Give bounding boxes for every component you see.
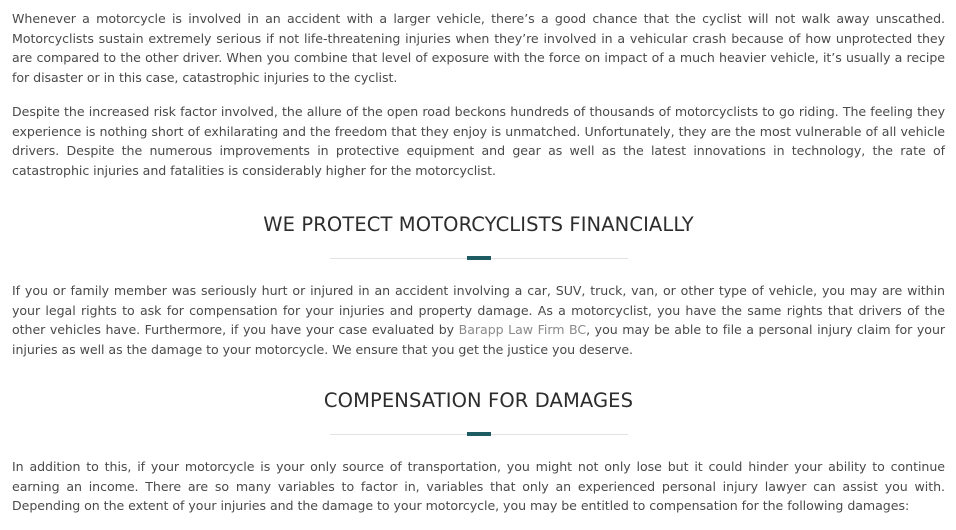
section-heading-damages: COMPENSATION FOR DAMAGES — [323, 389, 634, 412]
damages-paragraph: In addition to this, if your motorcycle is your only source of transportation, you might not only lose but it could hinder your ability to continue earning an income. There are so many variables to factor in, variables that only an experienced personal injury lawyer can assist you with. Depending on the extent of your injuries and the damage to your motorcycle, you may be entitled to compensation for the following damages: — [12, 459, 945, 513]
section-heading-block-damages — [12, 389, 945, 436]
risk-paragraph: Despite the increased risk factor involved, the allure of the open road beckons hundreds of thousands of motorcyclists to go riding. The feeling they experience is nothing short of exhilarating and the freedom that they enjoy is unmatched. Unfortunately, they are the most vulnerable of all vehicle drivers. Despite the numerous improvements in protective equipment and gear as well as the latest innovations in technology, the rate of catastrophic injuries and fatalities is considerably higher for the motorcyclist. — [12, 104, 945, 178]
financial-paragraph-text-end: , you may be able to file a personal injury claim for your injuries as well as the damage to your motorcycle. We ensure that you get the justice you deserve. — [12, 322, 945, 357]
financial-paragraph-text-start: If you or family member was seriously hurt or injured in an accident involving a car, SUV, truck, van, or other type of vehicle, you may are within your legal rights to ask for compensation for your injuries and property damage. As a motorcyclist, you have the same rights that drivers of the other vehicles have. Furthermore, if you have your case evaluated by — [12, 283, 945, 337]
financial-paragraph — [12, 281, 945, 359]
law-firm-link[interactable]: Barapp Law Firm BC — [458, 322, 587, 337]
divider-accent — [467, 256, 491, 260]
divider-accent — [467, 432, 491, 436]
heading-divider — [330, 256, 628, 260]
heading-divider — [330, 432, 628, 436]
section-heading-block-financial — [12, 213, 945, 260]
section-heading-financial: WE PROTECT MOTORCYCLISTS FINANCIALLY — [263, 213, 694, 236]
intro-paragraph: Whenever a motorcycle is involved in an accident with a larger vehicle, there’s a good chance that the cyclist will not walk away unscathed. Motorcyclists sustain extremely serious if not life-threatening injuries when they’re involved in a vehicular crash because of how unprotected they are compared to the other driver. When you combine that level of exposure with the force on impact of a much heavier vehicle, it’s usually a recipe for disaster or in this case, catastrophic injuries to the cyclist. — [12, 11, 945, 85]
